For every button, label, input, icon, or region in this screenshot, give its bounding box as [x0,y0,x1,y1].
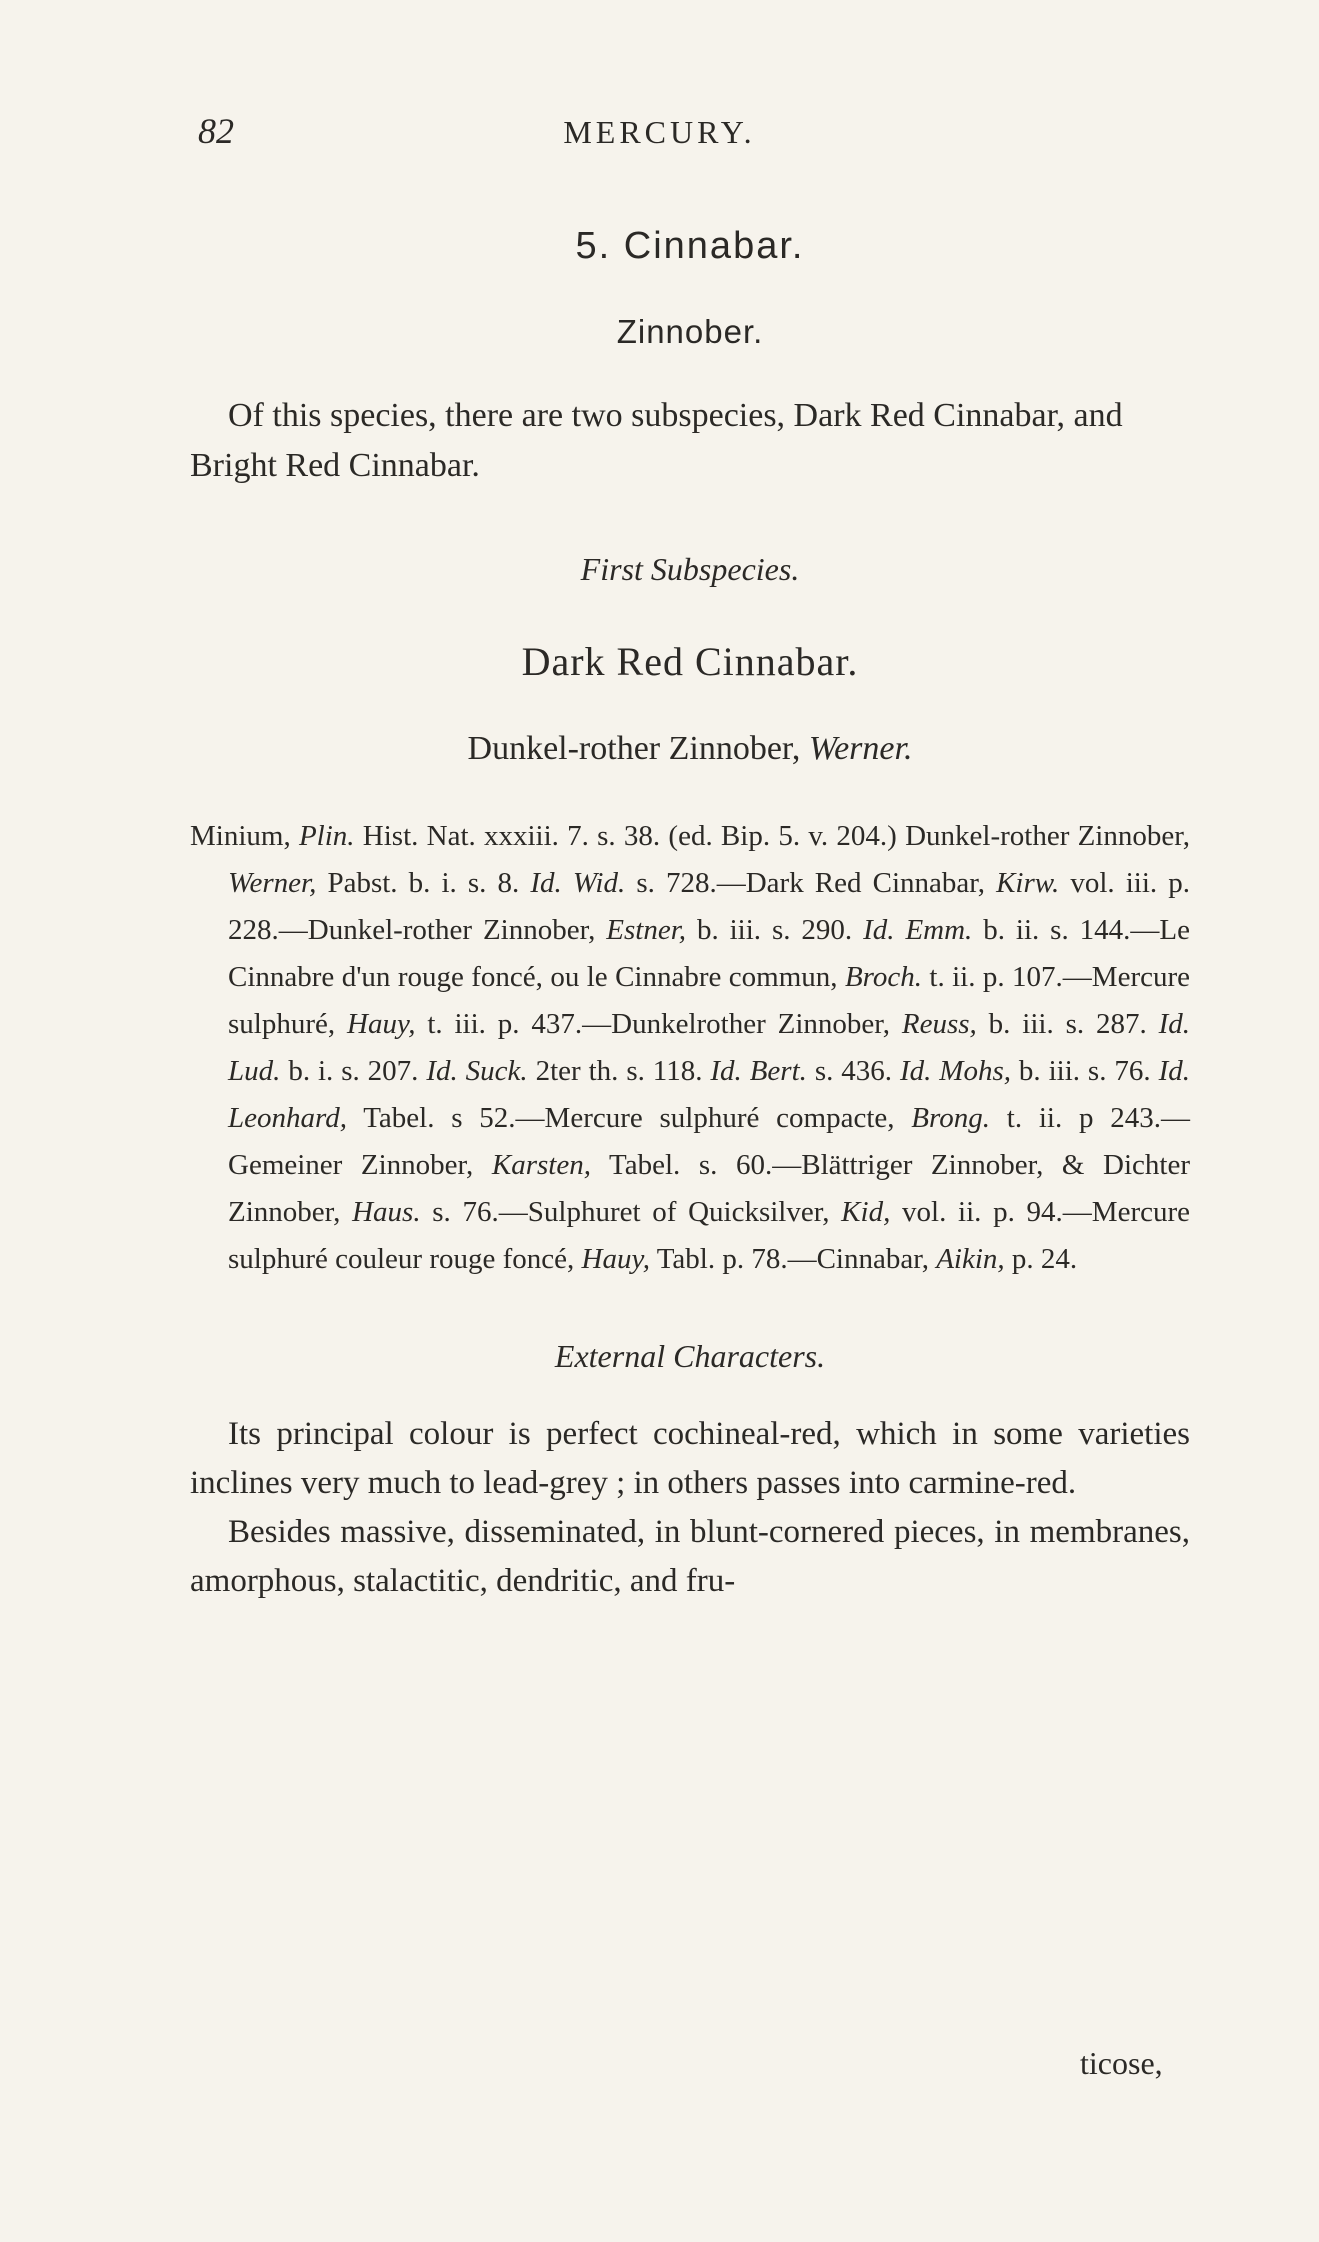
synonymy-citation-italic: Id. Lud. [228,1008,1191,1087]
synonymy-text: Tabel. s. 60.—Blättriger Zinnober, & Dichter Zinnober, [228,1149,1190,1228]
synonymy-citation-italic: Broch. [844,961,922,993]
subspecies-title: Dark Red Cinnabar. [521,639,859,684]
external-characters-title: External Characters. [554,1338,826,1374]
synonymy-text: b. ii. s. 144.—Le Cinnabre d'un rouge foncé, ou le Cinnabre commun, [228,914,1190,993]
subspecies-german-author: Werner. [808,730,913,767]
synonymy-text: t. iii. p. 437.—Dunkelrother Zinnober, [415,1008,902,1040]
synonymy-citation-italic: Brong. [911,1102,990,1134]
synonymy-citation-italic: Werner, [228,867,317,899]
synonymy-citation-italic: Karsten, [491,1149,591,1181]
synonymy-text: p. 24. [1004,1243,1078,1275]
page-number: 82 [198,111,234,151]
synonymy-citation-italic: Haus. [352,1196,421,1228]
synonymy-text: Tabel. s 52.—Mercure sulphuré compacte, [346,1102,912,1134]
synonymy-text: vol. iii. p. 228.—Dunkel-rother Zinnober, [228,867,1190,946]
synonymy-text: s. 76.—Sulphuret of Quicksilver, [420,1196,842,1228]
synonymy-citation-italic: Hauy, [581,1243,650,1275]
synonymy-text: Hist. Nat. xxxiii. 7. s. 38. (ed. Bip. 5. v. 204.) Dunkel-rother Zinnober, [354,820,1190,852]
synonymy-paragraph [190,813,1190,1283]
synonymy-text: vol. ii. p. 94.—Mercure sulphuré couleur rouge foncé, [228,1196,1191,1275]
synonymy-text: b. iii. s. 76. [1011,1055,1159,1087]
synonymy-citation-italic: Id. Suck. [426,1055,528,1087]
synonymy-text: b. iii. s. 290. [686,914,864,946]
synonymy-citation-italic: Estner, [606,914,687,946]
synonymy-citation-italic: Aikin, [936,1243,1005,1275]
synonymy-text: s. 436. [806,1055,900,1087]
running-head [0,110,1319,160]
subspecies-label: First Subspecies. [580,551,800,587]
external-paragraph-1: Its principal colour is perfect cochineal-red, which in some varieties inclines very much to lead-grey ; in others passes into carmine-red. [190,1416,1190,1501]
synonymy-text: s. 728.—Dark Red Cinnabar, [625,867,997,899]
synonymy-text: Pabst. b. i. s. 8. [316,867,531,899]
subspecies-german-text: Dunkel-rother Zinnober, [467,730,801,767]
synonymy-citation-italic: Reuss, [901,1008,977,1040]
synonymy-citation-italic: Id. Wid. [530,867,626,899]
synonymy-text: t. ii. p 243.—Gemeiner Zinnober, [228,1102,1190,1181]
synonymy-text: Tabl. p. 78.—Cinnabar, [649,1243,937,1275]
synonymy-text: Minium, [190,820,299,852]
synonymy-citation-italic: Id. Emm. [863,914,973,946]
species-german-name: Zinnober. [616,313,764,350]
synonymy-text: b. iii. s. 287. [976,1008,1159,1040]
synonymy-citation-italic: Hauy, [347,1008,416,1040]
page-content [190,225,1190,1606]
synonymy-citation-italic: Plin. [298,820,355,852]
synonymy-text: b. i. s. 207. [280,1055,427,1087]
catchword: ticose, [1080,2045,1163,2081]
species-title: 5. Cinnabar. [575,225,805,267]
synonymy-text: t. ii. p. 107.—Mercure sulphuré, [228,961,1191,1040]
synonymy-citation-italic: Id. Leonhard, [228,1055,1190,1134]
synonymy-text: 2ter th. s. 118. [527,1055,711,1087]
synonymy-citation-italic: Kirw. [996,867,1060,899]
running-title: MERCURY. [563,114,756,150]
synonymy-citation-italic: Id. Mohs, [899,1055,1011,1087]
synonymy-citation-italic: Id. Bert. [710,1055,807,1087]
external-paragraph-2: Besides massive, disseminated, in blunt-cornered pieces, in membranes, amorphous, stalactitic, dendritic, and fru- [190,1514,1190,1599]
subspecies-german-name [190,730,1190,768]
species-intro: Of this species, there are two subspecies, Dark Red Cinnabar, and Bright Red Cinnabar. [190,397,1123,484]
synonymy-citation-italic: Kid, [841,1196,891,1228]
